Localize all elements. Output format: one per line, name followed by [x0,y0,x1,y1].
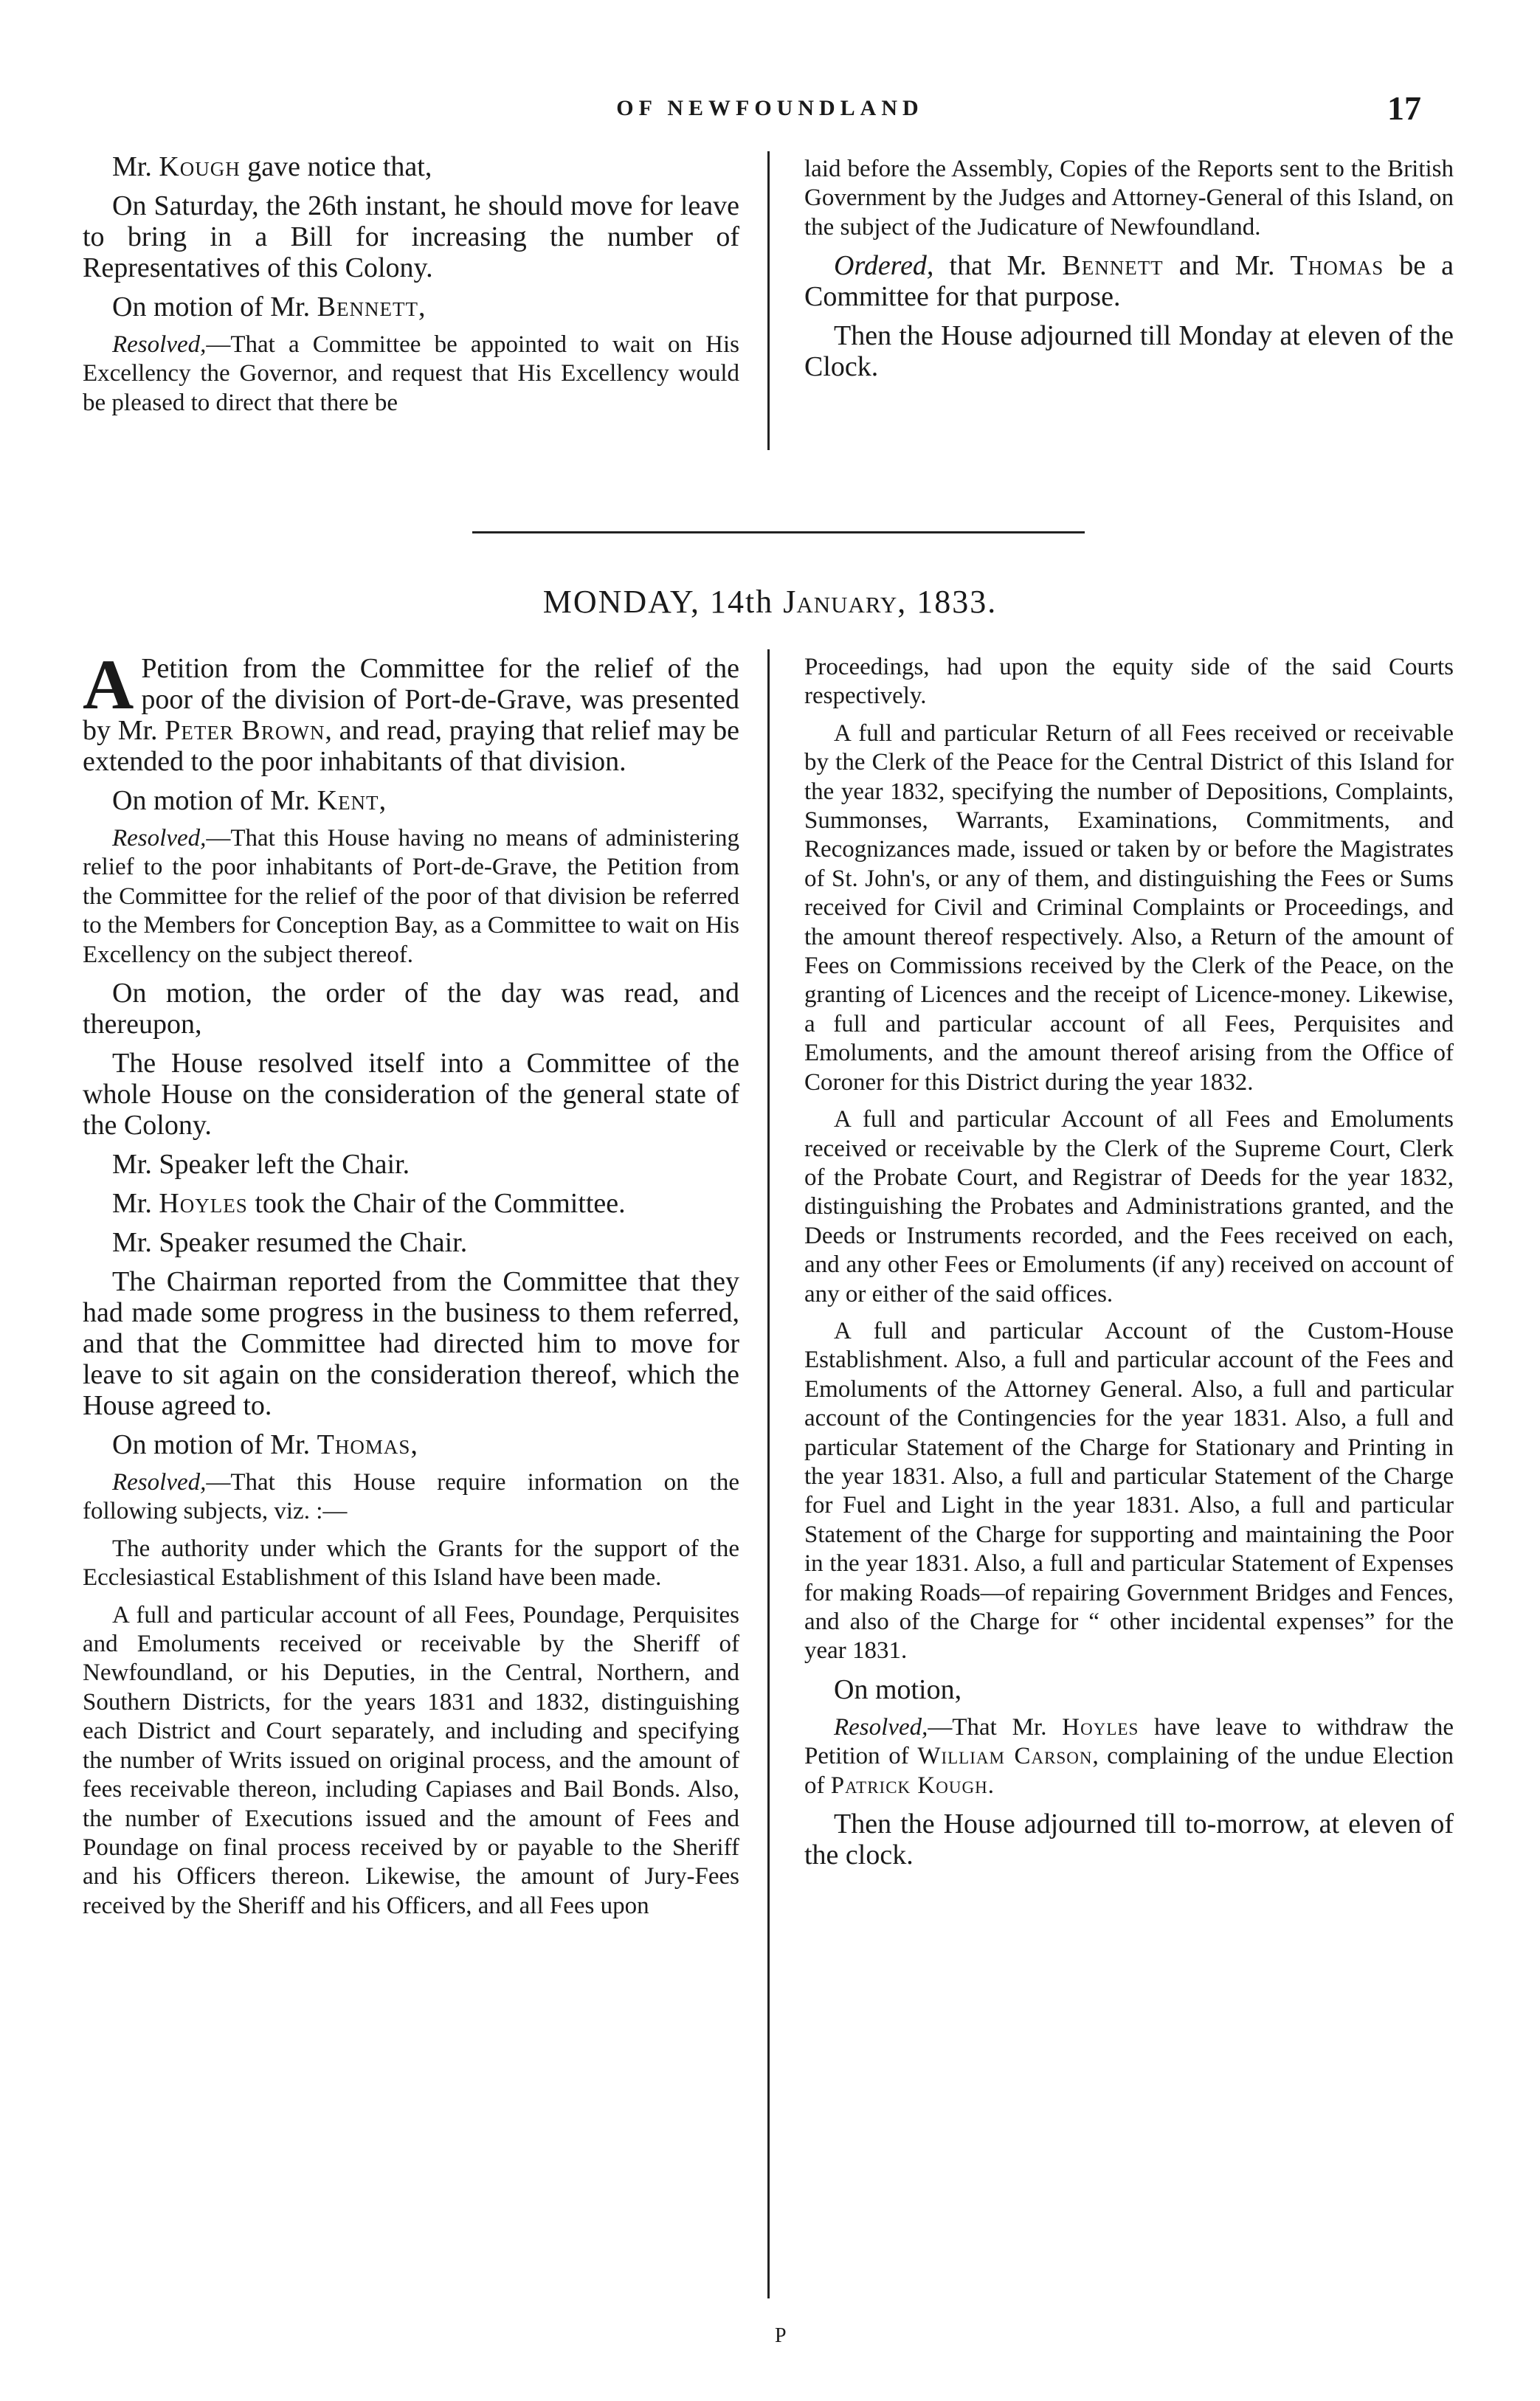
drop-cap: A [83,645,134,724]
top-left-column [83,151,739,426]
resolution: Resolved,—That a Committee be appointed to wait on His Excellency the Governor, and request that His Excellency would be pleased to direct that there be [83,331,739,416]
page-number: 17 [1387,89,1421,127]
paragraph: A full and particular Account of all Fees and Emoluments received or receivable by the Clerk of the Supreme Court, Clerk of the Probate Court, and Registrar of Deeds for the year 1832, distinguishing the Probates and Administrations granted, and the Deeds or Instruments recorded, and the Fees received on each, and any other Fees or Emoluments (if any) received on account of any or either of the said offices. [804,1106,1454,1307]
paragraph: The Chairman reported from the Committee that they had made some progress in the business to them referred, and that the Committee had directed him to move for leave to sit again on the consideration thereof, which the House agreed to. [83,1266,739,1422]
member-name: Bennett [1062,250,1164,282]
paragraph: Then the House adjourned till Monday at eleven of the Clock. [804,320,1454,383]
paragraph: On motion, [834,1673,962,1705]
column-divider [767,649,770,2298]
paragraph: Mr. Kough gave notice that, [112,151,432,182]
paragraph: On motion, the order of the day was read, and thereupon, [83,978,739,1040]
paragraph: Mr. Speaker resumed the Chair. [112,1227,468,1259]
order: Ordered, that Mr. Bennett and Mr. Thomas be a Committee for that purpose. [804,250,1454,313]
paragraph: Mr. Speaker left the Chair. [112,1149,410,1181]
member-name: Thomas [317,1429,411,1461]
paragraph: Proceedings, had upon the equity side of the said Courts respectively. [804,654,1454,710]
member-name: Kough [159,151,241,182]
person-name: Patrick Kough [830,1772,988,1799]
paragraph: On Saturday, the 26th instant, he should move for leave to bring in a Bill for increasing the number of Representatives of this Colony. [83,190,739,283]
column-divider [767,151,770,450]
paragraph: A full and particular Account of the Custom-House Establishment. Also, a full and particular account of the Fees and Emoluments of the Attorney General. Also, a full and particular account of the Contingencies for the year 1831. Also, a full and particular Statement of the Charge for Stationary and Printing in the year 1831. Also, a full and particular Statement of the Charge for Fuel and Light in the year 1831. Also, a full and particular Statement of the Charge for supporting and maintaining the Poor in the year 1831. Also, a full and particular Statement of Expenses for making Roads—of repairing Government Bridges and Fences, and also of the Charge for “ other incidental expenses” for the year 1831. [804,1317,1454,1665]
member-name: Peter Brown [165,715,325,746]
resolution: Resolved,—That Mr. Hoyles have leave to withdraw the Petition of William Carson, complaining of the undue Election of Patrick Kough. [804,1713,1454,1799]
paragraph: On motion of Mr. Bennett, [112,291,426,322]
member-name: Kent [317,785,379,816]
section-heading: MONDAY, 14th January, 1833. [542,584,998,620]
member-name: Thomas [1290,250,1384,282]
person-name: William Carson [917,1743,1093,1770]
paragraph: A Petition from the Committee for the relief of the poor of the division of Port-de-Grave, was presented by Mr. Peter Brown, and read, praying that relief may be extended to the poor inhabitants of that division. [83,645,739,777]
paragraph: On motion of Mr. Thomas, [112,1429,418,1461]
paragraph: Mr. Hoyles took the Chair of the Committee. [112,1188,626,1220]
paragraph: A full and particular account of all Fees, Poundage, Perquisites and Emoluments received or receivable by the Sheriff of Newfoundland, or his Deputies, in the Central, Northern, and Southern Districts, for the years 1831 and 1832, distinguishing each District and Court separately, and including and specifying the number of Writs issued on original process, and the amount of fees receivable thereon, including Capiases and Bail Bonds. Also, the number of Executions issued and the amount of Fees and Poundage on final process received by or payable to the Sheriff and his Officers thereon. Likewise, the amount of Jury-Fees received by the Sheriff and his Officers, and all Fees upon [83,1601,739,1919]
right-column [804,653,1454,1879]
paragraph: Then the House adjourned till to-morrow, at eleven of the clock. [804,1808,1454,1871]
resolution: Resolved,—That this House require information on the following subjects, viz. :— [83,1469,739,1525]
member-name: Hoyles [1062,1713,1139,1741]
paragraph: The authority under which the Grants for the support of the Ecclesiastical Establishment of this Island have been made. [83,1535,739,1592]
paragraph: On motion of Mr. Kent, [112,785,387,816]
member-name: Hoyles [159,1188,248,1220]
resolution: Resolved,—That this House having no means of administering relief to the poor inhabitants of Port-de-Grave, the Petition from the Committee for the relief of the poor of that division be referred to the Members for Conception Bay, as a Committee to wait on His Excellency on the subject thereof. [83,825,739,968]
section-divider [472,531,1085,533]
member-name: Bennett [317,291,418,322]
signature-mark: P [775,2324,787,2347]
paragraph: The House resolved itself into a Committee of the whole House on the consideration of the general state of the Colony. [83,1048,739,1141]
running-title: OF NEWFOUNDLAND [616,96,924,120]
paragraph: laid before the Assembly, Copies of the Reports sent to the British Government by the Judges and Attorney-General of this Island, on the subject of the Judicature of Newfoundland. [804,156,1454,241]
paragraph: A full and particular Return of all Fees received or receivable by the Clerk of the Peace for the Central District of this Island for the year 1832, specifying the number of Depositions, Complaints, Summonses, Warrants, Examinations, Commitments, and Recognizances made, issued or taken by or before the Magistrates of St. John's, or any of them, and distinguishing the Fees or Sums received for Civil and Criminal Complaints or Proceedings, and the amount thereof respectively. Also, a Return of the amount of Fees on Commissions received by the Clerk of the Peace, on the granting of Licences and the receipt of Licence-money. Likewise, a full and particular account of all Fees, Perquisites and Emoluments, and the amount thereof arising from the Office of Coroner for this District during the year 1832. [804,719,1454,1096]
top-right-column [804,155,1454,390]
left-column [83,645,739,1929]
